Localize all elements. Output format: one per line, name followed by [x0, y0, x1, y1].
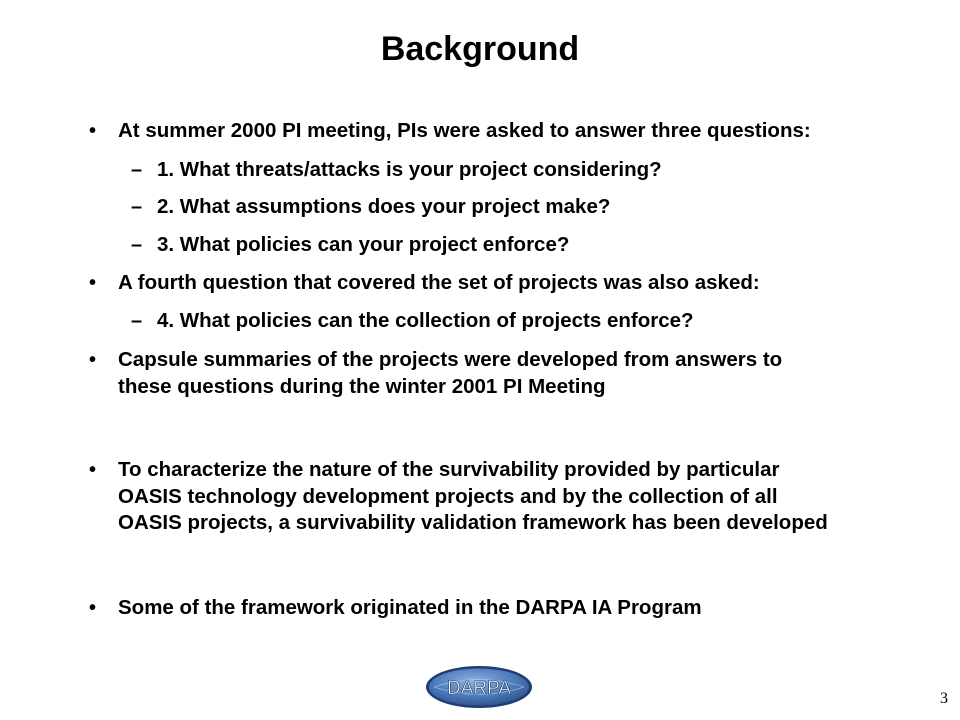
- sub-bullet-item: [131, 232, 570, 258]
- bullet-text: A fourth question that covered the set of projects was also asked:: [118, 271, 760, 294]
- sub-bullet-item: [131, 308, 694, 334]
- bullet-text: 2. What assumptions does your project make?: [157, 195, 611, 218]
- sub-bullet-item: [131, 194, 611, 220]
- bullet-item: [118, 484, 778, 510]
- bullet-text: At summer 2000 PI meeting, PIs were asked to answer three questions:: [118, 119, 811, 142]
- bullet-item: [118, 510, 828, 536]
- bullet-item: [89, 347, 783, 373]
- bullet-text: these questions during the winter 2001 PI Meeting: [118, 374, 606, 398]
- bullet-marker: •: [89, 459, 97, 481]
- bullet-marker: •: [89, 120, 97, 142]
- bullet-marker: •: [89, 272, 97, 294]
- bullet-text: Capsule summaries of the projects were developed from answers to: [118, 348, 783, 371]
- bullet-item: [89, 270, 760, 296]
- dash-marker: –: [131, 159, 143, 181]
- bullet-text: 4. What policies can the collection of projects enforce?: [157, 309, 694, 332]
- bullet-text: OASIS technology development projects and by the collection of all: [118, 484, 778, 508]
- bullet-text: Some of the framework originated in the DARPA IA Program: [118, 596, 702, 619]
- logo-text: DARPA: [446, 678, 512, 699]
- bullet-marker: •: [89, 597, 97, 619]
- dash-marker: –: [131, 196, 143, 218]
- slide-title: Background: [380, 30, 580, 68]
- bullet-text: 1. What threats/attacks is your project considering?: [157, 158, 662, 181]
- dash-marker: –: [131, 234, 143, 256]
- bullet-marker: •: [89, 349, 97, 371]
- page-number: 3: [940, 690, 948, 707]
- bullet-text: To characterize the nature of the survivability provided by particular: [118, 458, 780, 481]
- bullet-item: [89, 457, 780, 483]
- dash-marker: –: [131, 310, 143, 332]
- bullet-text: OASIS projects, a survivability validation framework has been developed: [118, 511, 828, 534]
- bullet-text: 3. What policies can your project enforce?: [157, 233, 570, 256]
- sub-bullet-item: [131, 157, 662, 183]
- bullet-item: [89, 595, 702, 621]
- darpa-logo: [424, 664, 534, 710]
- bullet-item: [89, 118, 811, 144]
- bullet-item: [118, 374, 606, 400]
